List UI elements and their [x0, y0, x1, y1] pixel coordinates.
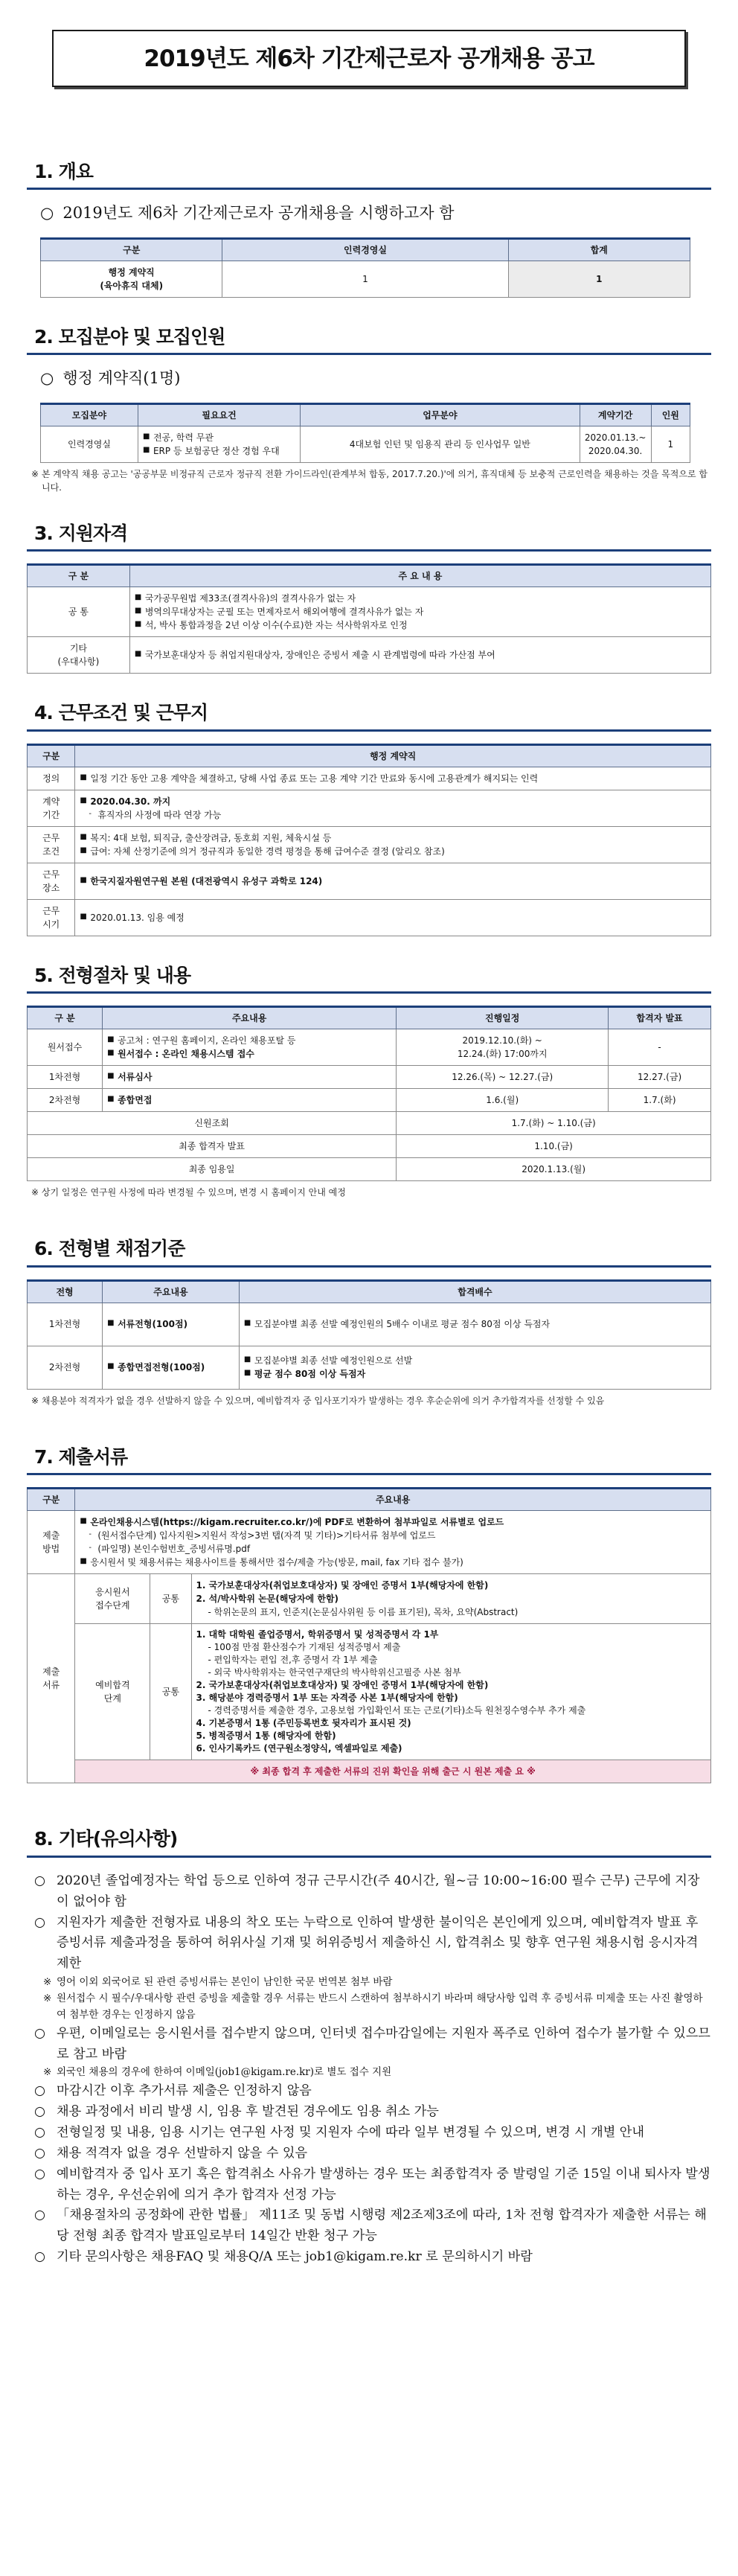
- row-label: 원서접수: [28, 1029, 103, 1066]
- note-subitem: [27, 1991, 711, 2024]
- section-heading: 8. 기타(유의사항): [27, 1825, 711, 1858]
- note-item: [27, 2205, 711, 2247]
- section-qualification: [27, 520, 711, 674]
- row-label: 기타 (우대사항): [28, 637, 130, 674]
- row-label: 근무 조건: [28, 826, 75, 863]
- circle-bullet-icon: ○: [34, 2104, 45, 2120]
- col-header: 구분: [28, 1489, 75, 1511]
- table-cell: 4대보험 인턴 및 임용직 관리 등 인사업무 일반: [301, 426, 580, 462]
- table-cell: [75, 767, 711, 790]
- col-header: 필요요건: [138, 403, 300, 426]
- note-item: [27, 2164, 711, 2206]
- table-cell: 2020.1.13.(월): [397, 1158, 711, 1181]
- doc-item: - 100점 만점 환산점수가 기재된 성적증명서 제출: [208, 1642, 401, 1653]
- list-item: - 휴직자의 사정에 따라 연장 가능: [80, 808, 706, 822]
- row-label: 공 통: [28, 587, 130, 637]
- list-item: ■ 서류전형(100점): [107, 1317, 234, 1331]
- circle-bullet-icon: ○: [40, 369, 54, 387]
- col-header: 주요내용: [103, 1007, 397, 1029]
- note-text: 영어 이외 외국어로 된 관련 증빙서류는 본인이 남인한 국문 번역본 첨부 바람: [57, 1976, 393, 1989]
- note-text: ※ 상기 일정은 연구원 사정에 따라 변경될 수 있으며, 변경 시 홈페이지 안내 예정: [31, 1187, 346, 1198]
- table-cell: [191, 1574, 710, 1624]
- doc-item: 6. 인사기록카드 (연구원소정양식, 엑셀파일로 제출): [196, 1743, 402, 1754]
- list-item: ■ 한국지질자원연구원 본원 (대전광역시 유성구 과학로 124): [80, 875, 706, 888]
- table-cell: 1: [222, 261, 508, 297]
- table-cell: 1: [508, 261, 690, 297]
- row-label: 1차전형: [28, 1303, 103, 1346]
- circle-bullet-icon: ○: [34, 1914, 45, 1930]
- list-item: ■ 모집분야별 최종 선발 예정인원으로 선발: [244, 1354, 706, 1367]
- note-item: [27, 2123, 711, 2144]
- col-header: 주요내용: [103, 1280, 240, 1303]
- section-notes: [27, 1825, 711, 2268]
- table-cell: [103, 1346, 240, 1389]
- row-label: 2차전형: [28, 1089, 103, 1112]
- process-table: [27, 1006, 711, 1181]
- section-heading: 6. 전형별 채점기준: [27, 1235, 711, 1268]
- note-item: [27, 2102, 711, 2123]
- col-header: 합격배수: [239, 1280, 710, 1303]
- table-cell: [129, 637, 710, 674]
- list-item: ■ 평균 점수 80점 이상 득점자: [244, 1367, 706, 1381]
- documents-table: [27, 1487, 711, 1783]
- list-item: ■ 종합면접: [107, 1093, 391, 1107]
- list-item: ■ 종합면접전형(100점): [107, 1361, 234, 1374]
- row-label: 응시원서 접수단계: [75, 1574, 150, 1624]
- row-label: 공통: [150, 1574, 191, 1624]
- section-scoring: [27, 1235, 711, 1407]
- row-label: 근무 장소: [28, 863, 75, 899]
- section-heading: 7. 제출서류: [27, 1443, 711, 1476]
- original-docs-notice: ※ 최종 합격 후 제출한 서류의 진위 확인을 위해 출근 시 원본 제출 요 ※: [75, 1760, 711, 1783]
- table-cell: 인력경영실: [41, 426, 138, 462]
- row-label: 예비합격 단계: [75, 1624, 150, 1760]
- note-item: [27, 1871, 711, 1913]
- list-item: ■ 모집분야별 최종 선발 예정인원의 5배수 이내로 평균 점수 80점 이상 득점자: [244, 1317, 706, 1331]
- list-item: ■ 2020.01.13. 임용 예정: [80, 911, 706, 924]
- table-cell: 1.7.(화) ~ 1.10.(금): [397, 1112, 711, 1135]
- table-cell: [239, 1346, 710, 1389]
- note-text: 예비합격자 중 입사 포기 혹은 합격취소 사유가 발생하는 경우 또는 최종합격자 중 발령일 기준 15일 이내 퇴사자 발생하는 경우, 우선순위에 의거 추가 합격자 선정 가능: [57, 2166, 710, 2202]
- circle-bullet-icon: ○: [34, 2166, 45, 2182]
- col-header: 계약기간: [580, 403, 651, 426]
- row-label: 공통: [150, 1624, 191, 1760]
- section-heading: 1. 개요: [27, 158, 711, 191]
- col-header: 구분: [28, 744, 75, 767]
- table-cell: [103, 1303, 240, 1346]
- page-title: 2019년도 제6차 기간제근로자 공개채용 공고: [144, 45, 594, 72]
- doc-item: 5. 병적증명서 1통 (해당자에 한함): [196, 1730, 336, 1742]
- doc-item: - 편입학자는 편입 전,후 증명서 각 1부 제출: [208, 1655, 378, 1666]
- table-cell: [75, 790, 711, 826]
- table-cell: [75, 826, 711, 863]
- row-label: 근무 시기: [28, 899, 75, 936]
- col-header: 모집분야: [41, 403, 138, 426]
- note-item: [27, 2247, 711, 2268]
- col-header: 진행일정: [397, 1007, 609, 1029]
- section-lead: [40, 367, 711, 391]
- circle-bullet-icon: ○: [34, 2249, 45, 2265]
- row-label: 신원조회: [28, 1112, 397, 1135]
- section-lead: [40, 202, 711, 226]
- doc-item: 1. 국가보훈대상자(취업보호대상자) 및 장애인 증명서 1부(해당자에 한함): [196, 1580, 489, 1591]
- note-text: 우편, 이메일로는 응시원서를 접수받지 않으며, 인터넷 접수마감일에는 지원자 폭주로 인하여 접수가 불가할 수 있으므로 참고 바람: [57, 2025, 710, 2062]
- table-cell: 2019.12.10.(화) ~ 12.24.(화) 17:00까지: [397, 1029, 609, 1066]
- list-item: ■ 2020.04.30. 까지: [80, 795, 706, 808]
- qualification-table: [27, 563, 711, 674]
- note-subitem: [27, 1975, 711, 1991]
- row-label: 정의: [28, 767, 75, 790]
- table-cell: [103, 1029, 397, 1066]
- col-header: 합격자 발표: [609, 1007, 711, 1029]
- table-cell: 행정 계약직 (육아휴직 대체): [41, 261, 222, 297]
- reference-mark-icon: ※: [43, 1976, 52, 1989]
- circle-bullet-icon: ○: [34, 2145, 45, 2161]
- notes-list: [27, 1871, 711, 2268]
- doc-item: - 학위논문의 표지, 인준지(논문심사위원 등 이름 표기된), 목차, 요약(Abstract): [208, 1607, 519, 1617]
- section-heading: 3. 지원자격: [27, 520, 711, 552]
- reference-mark-icon: ※: [43, 1992, 52, 2004]
- col-header: 행정 계약직: [75, 744, 711, 767]
- note-text: 「채용절차의 공정화에 관한 법률」 제11조 및 동법 시행령 제2조제3조에 따라, 1차 전형 합격자가 제출한 서류는 해당 전형 최종 합격자 발표일로부터 14일간 반환 청구 가능: [57, 2208, 707, 2244]
- table-cell: [103, 1066, 397, 1089]
- col-header: 주 요 내 용: [129, 565, 710, 587]
- note-text: 2020년 졸업예정자는 학업 등으로 인하여 정규 근무시간(주 40시간, 월~금 10:00~16:00 필수 근무) 근무에 지장이 없어야 함: [57, 1873, 700, 1909]
- list-item: ■ 국가공무원법 제33조(결격사유)의 결격사유가 없는 자: [135, 592, 706, 605]
- doc-item: - 경력증명서를 제출한 경우, 고용보험 가입확인서 또는 근로(기타)소득 원천징수영수부 추가 제출: [208, 1705, 586, 1716]
- conditions-table: [27, 744, 711, 936]
- scoring-table: [27, 1279, 711, 1390]
- list-item: ■ 서류심사: [107, 1070, 391, 1084]
- section-overview: [27, 158, 711, 298]
- list-item: ■ 복지: 4대 보험, 퇴직금, 출산장려금, 동호회 지원, 체육시설 등: [80, 831, 706, 845]
- circle-bullet-icon: ○: [34, 2124, 45, 2140]
- table-cell: [75, 863, 711, 899]
- list-item: - (파일명) 본인수험번호_증빙서류명.pdf: [80, 1542, 706, 1556]
- note-text: 기타 문의사항은 채용FAQ 및 채용Q/A 또는 job1@kigam.re.kr 로 문의하시기 바람: [57, 2249, 533, 2265]
- circle-bullet-icon: ○: [34, 2208, 45, 2223]
- table-cell: 1.10.(금): [397, 1135, 711, 1158]
- list-item: ■ 전공, 학력 무관: [143, 431, 295, 444]
- table-cell: [239, 1303, 710, 1346]
- note-text: 지원자가 제출한 전형자료 내용의 착오 또는 누락으로 인하여 발생한 불이익은 본인에게 있으며, 예비합격자 발표 후 증빙서류 제출과정을 통하여 허위사실 기재 및 허위증빙서 제출하신 시, 합격취소 및 향후 연구원 채용시험 응시자격 제한: [57, 1914, 699, 1972]
- circle-bullet-icon: ○: [40, 204, 54, 222]
- note-text: 채용 적격자 없을 경우 선발하지 않을 수 있음: [57, 2145, 308, 2161]
- section-conditions: [27, 699, 711, 936]
- section-heading: 2. 모집분야 및 모집인원: [27, 323, 711, 356]
- col-header: 합계: [508, 238, 690, 261]
- doc-item: - 외국 박사학위자는 한국연구재단의 박사학위신고필증 사본 첨부: [208, 1667, 461, 1678]
- col-header: 전형: [28, 1280, 103, 1303]
- section-recruit: [27, 323, 711, 494]
- note-text: ※ 본 계약직 채용 공고는 '공공부문 비정규직 근로자 정규직 전환 가이드라인(관계부처 합동, 2017.7.20.)'에 의거, 휴직대체 등 보충적 근로인력을 채용하는 것을 목적으로 합니다.: [31, 468, 707, 493]
- title-box: [52, 30, 686, 87]
- doc-item: 2. 석/박사학위 논문(해당자에 한함): [196, 1594, 339, 1604]
- col-header: 인력경영실: [222, 238, 508, 261]
- row-label: 최종 합격자 발표: [28, 1135, 397, 1158]
- table-cell: 1: [651, 426, 690, 462]
- note-text: 채용 과정에서 비리 발생 시, 임용 후 발견된 경우에도 임용 취소 가능: [57, 2104, 439, 2120]
- section-documents: [27, 1443, 711, 1784]
- row-label: 계약 기간: [28, 790, 75, 826]
- col-header: 주요내용: [75, 1489, 711, 1511]
- table-cell: [75, 1511, 711, 1574]
- list-item: ■ 응시원서 및 채용서류는 채용사이트를 통해서만 접수/제출 가능(방문, mail, fax 기타 접수 불가): [80, 1556, 706, 1569]
- table-cell: [75, 899, 711, 936]
- lead-text: 행정 계약직(1명): [62, 369, 181, 387]
- recruit-table: [40, 403, 690, 463]
- section-heading: 5. 전형절차 및 내용: [27, 962, 711, 994]
- note-text: 전형일정 및 내용, 임용 시기는 연구원 사정 및 지원자 수에 따라 일부 변경될 수 있으며, 변경 시 개별 안내: [57, 2124, 644, 2140]
- table-cell: [129, 587, 710, 637]
- note-subitem: [27, 2065, 711, 2081]
- circle-bullet-icon: ○: [34, 2025, 45, 2041]
- table-cell: 1.7.(화): [609, 1089, 711, 1112]
- circle-bullet-icon: ○: [34, 2083, 45, 2099]
- table-cell: [103, 1089, 397, 1112]
- note-item: [27, 2144, 711, 2164]
- row-label: 2차전형: [28, 1346, 103, 1389]
- note-item: [27, 2081, 711, 2102]
- table-cell: -: [609, 1029, 711, 1066]
- list-item: ■ 원서접수 : 온라인 채용시스템 접수: [107, 1047, 391, 1061]
- note-text: 외국인 채용의 경우에 한하여 이메일(job1@kigam.re.kr)로 별도 접수 지원: [57, 2066, 392, 2079]
- col-header: 인원: [651, 403, 690, 426]
- table-cell: 1.6.(월): [397, 1089, 609, 1112]
- col-header: 업무분야: [301, 403, 580, 426]
- col-header: 구분: [41, 238, 222, 261]
- list-item: - (원서접수단계) 입사지원>지원서 작성>3번 탭(자격 및 기타)>기타서류 첨부에 업로드: [80, 1529, 706, 1542]
- overview-table: [40, 237, 690, 298]
- row-label: 1차전형: [28, 1066, 103, 1089]
- section-heading: 4. 근무조건 및 근무지: [27, 699, 711, 732]
- list-item: ■ 석, 박사 통합과정을 2년 이상 이수(수료)한 자는 석사학위자로 인정: [135, 619, 706, 632]
- row-label: 제출 방법: [28, 1511, 75, 1574]
- table-cell: 12.27.(금): [609, 1066, 711, 1089]
- list-item: ■ 국가보훈대상자 등 취업지원대상자, 장애인은 증빙서 제출 시 관계법령에 따라 가산점 부여: [135, 648, 706, 662]
- row-label: 최종 임용일: [28, 1158, 397, 1181]
- note-text: 마감시간 이후 추가서류 제출은 인정하지 않음: [57, 2083, 312, 2099]
- doc-item: 3. 해당분야 경력증명서 1부 또는 자격증 사본 1부(해당자에 한함): [196, 1693, 458, 1704]
- table-cell: [191, 1624, 710, 1760]
- list-item: ■ 공고처 : 연구원 홈페이지, 온라인 채용포탈 등: [107, 1034, 391, 1047]
- reference-mark-icon: ※: [43, 2066, 52, 2079]
- row-label: 제출 서류: [28, 1574, 75, 1783]
- list-item: ■ 온라인채용시스템(https://kigam.recruiter.co.kr/)에 PDF로 변환하여 첨부파일로 서류별로 업로드: [80, 1515, 706, 1529]
- note-text: ※ 채용분야 적격자가 없을 경우 선발하지 않을 수 있으며, 예비합격자 중 입사포기자가 발생하는 경우 후순순위에 의거 추가합격자를 선정할 수 있음: [31, 1395, 605, 1406]
- list-item: ■ 급여: 자체 산정기준에 의거 정규직과 동일한 경력 평정을 통해 급여수준 결정 (알리오 참조): [80, 845, 706, 858]
- section-process: [27, 962, 711, 1200]
- note-item: [27, 2024, 711, 2065]
- table-cell: 2020.01.13.~ 2020.04.30.: [580, 426, 651, 462]
- list-item: ■ 일정 기간 동안 고용 계약을 체결하고, 당해 사업 종료 또는 고용 계약 기간 만료와 동시에 고용관계가 해지되는 인력: [80, 772, 706, 785]
- doc-item: 2. 국가보훈대상자(취업보호대상자) 및 장애인 증명서 1부(해당자에 한함): [196, 1680, 489, 1691]
- col-header: 구 분: [28, 1007, 103, 1029]
- note-item: [27, 1913, 711, 1975]
- lead-text: 2019년도 제6차 기간제근로자 공개채용을 시행하고자 함: [62, 204, 455, 222]
- list-item: ■ ERP 등 보험공단 정산 경험 우대: [143, 444, 295, 458]
- list-item: ■ 병역의무대상자는 군필 또는 면제자로서 해외여행에 결격사유가 없는 자: [135, 605, 706, 619]
- table-cell: 12.26.(목) ~ 12.27.(금): [397, 1066, 609, 1089]
- note-text: 원서접수 시 필수/우대사항 관련 증빙을 제출할 경우 서류는 반드시 스캔하여 첨부하시기 바라며 해당사항 입력 후 증빙서류 미제출 또는 사진 촬영하여 첨부한 경우는 인정하지 않음: [57, 1992, 703, 2021]
- doc-item: 1. 대학 대학원 졸업증명서, 학위증명서 및 성적증명서 각 1부: [196, 1629, 439, 1640]
- table-cell: [138, 426, 300, 462]
- doc-item: 4. 기본증명서 1통 (주민등록번호 뒷자리가 표시된 것): [196, 1718, 411, 1729]
- circle-bullet-icon: ○: [34, 1873, 45, 1888]
- col-header: 구 분: [28, 565, 130, 587]
